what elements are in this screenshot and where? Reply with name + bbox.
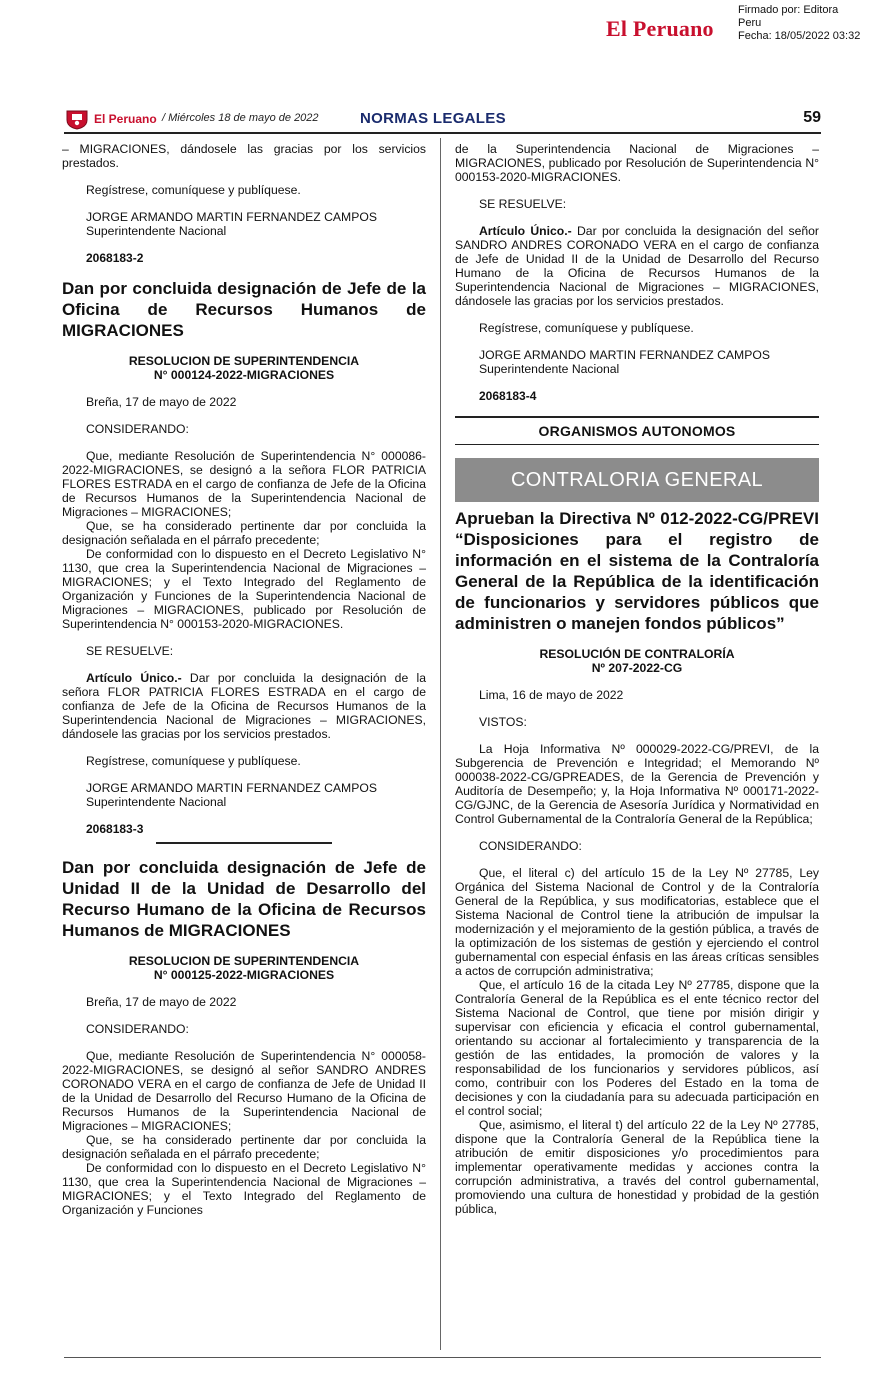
paragraph: Que, mediante Resolución de Superintendencia N° 000058-2022-MIGRACIONES, se designó al señor SANDRO ANDRES CORONADO VERA en el cargo de confianza de Jefe de Unidad II de la Unidad de Desarrollo del Recurso Humano de la Oficina de Recursos Humanos de la Superintendencia Nacional de Migraciones – MIGRACIONES; — [62, 1049, 426, 1133]
resolution-heading: RESOLUCIÓN DE CONTRALORÍA — [539, 647, 735, 661]
closing-formula: Regístrese, comuníquese y publíquese. — [86, 183, 301, 197]
norm-title: Dan por concluida designación de Jefe de Unidad II de la Unidad de Desarrollo del Recurso Humano de la Oficina de Recursos Humanos de MIGRACIONES — [62, 858, 426, 940]
norm-title: Dan por concluida designación de Jefe de la Oficina de Recursos Humanos de MIGRACIONES — [62, 279, 426, 340]
paragraph: De conformidad con lo dispuesto en el Decreto Legislativo N° 1130, que crea la Superintendencia Nacional de Migraciones – MIGRACIONES; y el Texto Integrado del Reglamento de Organización y Funciones — [62, 1161, 426, 1217]
considerando-heading: CONSIDERANDO: — [86, 422, 189, 436]
article-text: Dar por concluida la designación del señor SANDRO ANDRES CORONADO VERA en el cargo de confianza de Jefe de Unidad II de la Unidad de Desarrollo del Recurso Humano de la Oficina de Recursos Humanos de la Superintendencia Nacional de Migraciones – MIGRACIONES, dándosele las gracias por los servicios prestados. — [455, 224, 819, 308]
resolution-number: N° 000124-2022-MIGRACIONES — [153, 368, 335, 382]
paragraph: Que, el artículo 16 de la citada Ley Nº 27785, dispone que la Contraloría General de la República es el ente técnico rector del Sistema Nacional de Control, que tiene por misión dirigir y supervisar con eficiencia y eficacia el control gubernamental, orientando su accionar al fortalecimiento y transparencia de la gestión de las entidades, la promoción de valores y la responsabilidad de los funcionarios y servidores públicos, así como, contribuir con los Poderes del Estado en la toma de decisiones y con la ciudadanía para su adecuada participación en el control social; — [455, 978, 819, 1118]
closing-formula: Regístrese, comuníquese y publíquese. — [86, 754, 301, 768]
header-section-title: NORMAS LEGALES — [360, 110, 506, 127]
resolution-date: Breña, 17 de mayo de 2022 — [86, 395, 237, 409]
signer-name: JORGE ARMANDO MARTIN FERNANDEZ CAMPOS — [479, 348, 770, 362]
signature-line: Peru — [738, 17, 762, 29]
article-label: Artículo Único.- — [86, 671, 182, 685]
left-column — [62, 142, 426, 1217]
paragraph: La Hoja Informativa Nº 000029-2022-CG/PREVI, de la Subgerencia de Prevención e Integridad; el Memorando Nº 000038-2022-CG/GPREADES, de la Gerencia de Prevención y Auditoría de Desempeño; y, la Hoja Informativa Nº 000171-2022-CG/GJNC, de la Gerencia de Asesoría Jurídica y Normatividad en Control Gubernamental de la Contraloría General de la República; — [455, 742, 819, 826]
paragraph: Que, el literal c) del artículo 15 de la Ley Nº 27785, Ley Orgánica del Sistema Nacional de Control y de la Contraloría General de la República, y sus modificatorias, establece que el Sistema Nacional de Control tiene la atribución de impulsar la modernización y el mejoramiento de la gestión pública, a través de la optimización de los sistemas de gestión y ejerciendo el control gubernamental con especial énfasis en las áreas críticas sensibles a actos de corrupción administrativa; — [455, 866, 819, 978]
signer-role: Superintendente Nacional — [86, 224, 227, 238]
closing-formula: Regístrese, comuníquese y publíquese. — [479, 321, 694, 335]
paragraph: Que, se ha considerado pertinente dar por concluida la designación señalada en el párrafo precedente; — [62, 1133, 426, 1161]
signer-name: JORGE ARMANDO MARTIN FERNANDEZ CAMPOS — [86, 781, 377, 795]
paragraph: – MIGRACIONES, dándosele las gracias por los servicios prestados. — [62, 142, 426, 170]
se-resuelve-heading: SE RESUELVE: — [479, 197, 567, 211]
signer-name: JORGE ARMANDO MARTIN FERNANDEZ CAMPOS — [86, 210, 377, 224]
column-divider — [440, 138, 441, 1350]
publication-code: 2068183-2 — [86, 251, 144, 265]
coat-of-arms-icon — [64, 108, 90, 130]
publication-code: 2068183-3 — [86, 822, 144, 836]
signature-line: Fecha: 18/05/2022 03:32 — [738, 30, 861, 42]
header-brand: El Peruano — [94, 112, 157, 126]
resolution-heading: RESOLUCION DE SUPERINTENDENCIA — [128, 954, 360, 968]
signer-role: Superintendente Nacional — [479, 362, 620, 376]
digital-signature — [738, 4, 860, 43]
paragraph: de la Superintendencia Nacional de Migraciones – MIGRACIONES, publicado por Resolución de Superintendencia N° 000153-2020-MIGRACIONES. — [455, 142, 819, 184]
page-header — [64, 108, 821, 130]
resolution-date: Breña, 17 de mayo de 2022 — [86, 995, 237, 1009]
article-text: Dar por concluida la designación de la señora FLOR PATRICIA FLORES ESTRADA en el cargo de confianza de Jefe de la Oficina de Recursos Humanos de la Superintendencia Nacional de Migraciones – MIGRACIONES, dándosele las gracias por los servicios prestados. — [62, 671, 426, 741]
header-rule — [64, 132, 821, 134]
resolution-number: N° 000125-2022-MIGRACIONES — [153, 968, 335, 982]
paragraph: Que, asimismo, el literal t) del artículo 22 de la Ley Nº 27785, dispone que la Contraloría General de la República tiene la atribución de emitir disposiciones y/o procedimientos para implementar operativamente medidas y acciones contra la corrupción administrativa, a través del control gubernamental, promoviendo una cultura de honestidad y probidad de la gestión pública, — [455, 1118, 819, 1216]
resolution-heading: RESOLUCION DE SUPERINTENDENCIA — [128, 354, 360, 368]
considerando-heading: CONSIDERANDO: — [86, 1022, 189, 1036]
section-heading: ORGANISMOS AUTONOMOS — [455, 416, 819, 445]
article-label: Artículo Único.- — [479, 224, 572, 238]
header-date: / Miércoles 18 de mayo de 2022 — [162, 112, 319, 124]
publication-code: 2068183-4 — [479, 389, 537, 403]
right-column — [455, 142, 819, 1216]
paragraph: Que, mediante Resolución de Superintendencia N° 000086-2022-MIGRACIONES, se designó a la señora FLOR PATRICIA FLORES ESTRADA en el cargo de confianza de Jefe de la Oficina de Recursos Humanos de la Superintendencia Nacional de Migraciones – MIGRACIONES; — [62, 449, 426, 519]
paragraph: Que, se ha considerado pertinente dar por concluida la designación señalada en el párrafo precedente; — [62, 519, 426, 547]
resolution-date: Lima, 16 de mayo de 2022 — [479, 688, 624, 702]
signature-line: Firmado por: Editora — [738, 4, 839, 16]
vistos-heading: VISTOS: — [479, 715, 527, 729]
institution-banner: CONTRALORIA GENERAL — [455, 458, 819, 502]
resolution-number: Nº 207-2022-CG — [591, 661, 683, 675]
el-peruano-signature-logo: El Peruano — [606, 16, 714, 41]
signer-role: Superintendente Nacional — [86, 795, 227, 809]
page-number: 59 — [803, 109, 821, 126]
paragraph: De conformidad con lo dispuesto en el Decreto Legislativo N° 1130, que crea la Superintendencia Nacional de Migraciones – MIGRACIONES; y el Texto Integrado del Reglamento de Organización y Funciones de la Superintendencia Nacional de Migraciones – MIGRACIONES, publicado por Resolución de Superintendencia N° 000153-2020-MIGRACIONES. — [62, 547, 426, 631]
considerando-heading: CONSIDERANDO: — [479, 839, 582, 853]
se-resuelve-heading: SE RESUELVE: — [86, 644, 174, 658]
article-paragraph — [455, 224, 819, 308]
footer-rule — [64, 1357, 821, 1358]
norm-title: Aprueban la Directiva Nº 012-2022-CG/PREVI “Disposiciones para el registro de información en el sistema de la Contraloría General de la República de la identificación de funcionarios y servidores públicos que administren o manejen fondos públicos” — [455, 509, 819, 633]
article-paragraph — [62, 671, 426, 741]
